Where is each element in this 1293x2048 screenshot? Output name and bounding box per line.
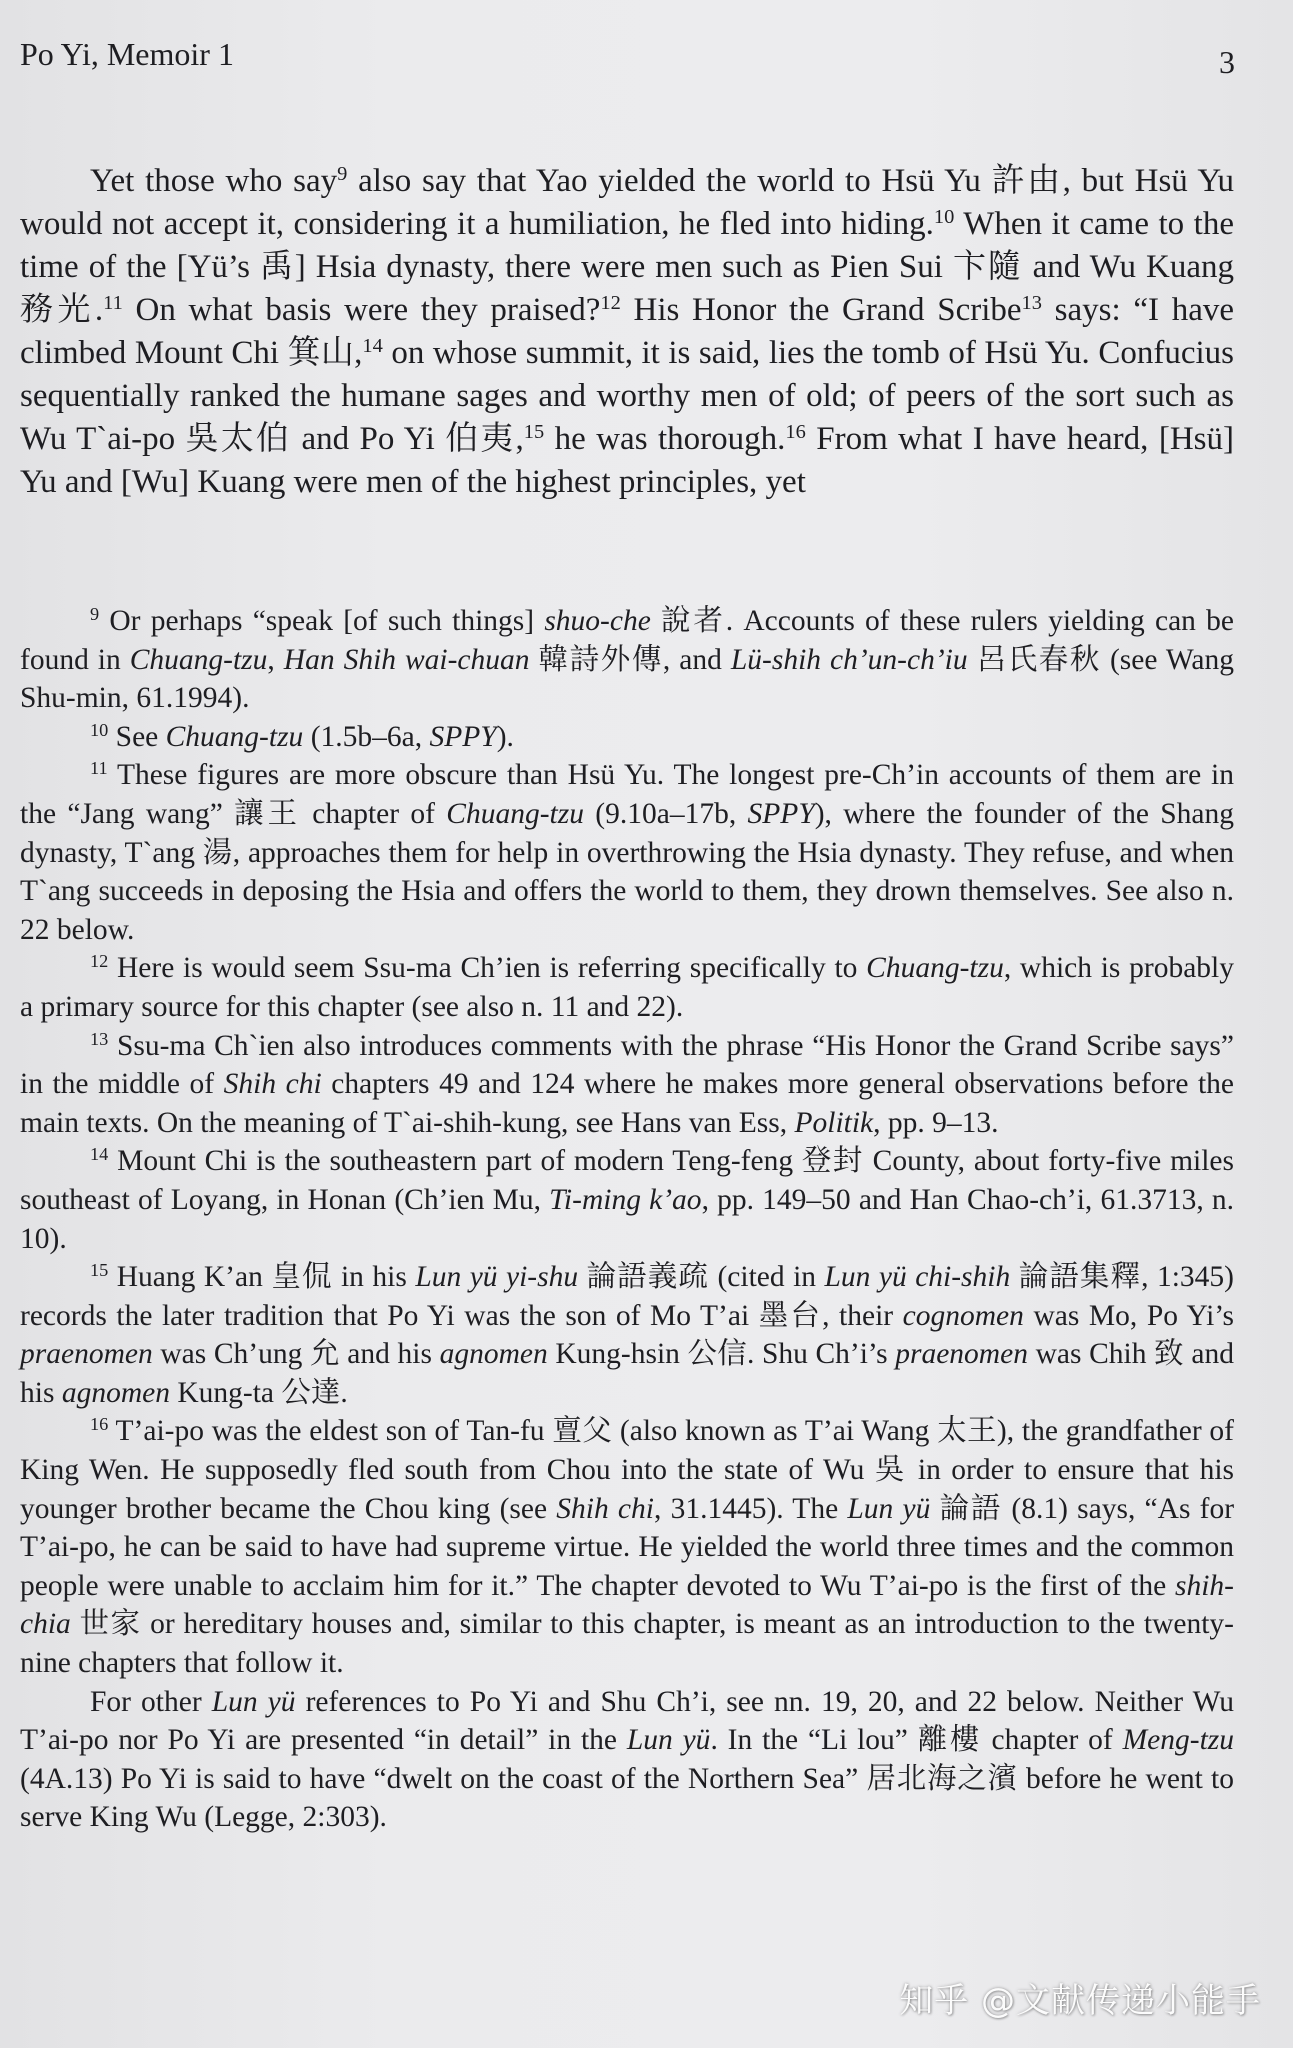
footnote-ref[interactable]: 13 — [1021, 291, 1042, 314]
footnote-ref[interactable]: 16 — [785, 420, 806, 443]
footnote-10: $^{10}$ See Chuang-tzu (1.5b–6a, SPPY). — [90, 719, 514, 753]
page-number: 3 — [1219, 44, 1235, 80]
main-paragraph: Yet those who say$^9$ also say that Yao yielded the world to Hsü Yu 許由, but Hsü Yu would not accept it, considering it a humiliation, he fled into hiding.$^{10}$ When it came to the time of the [Yü’s 禹] Hsia dynasty, there were men such as Pien Sui 卞隨 and Wu Kuang 務光.$^{11}$ On what basis were they praised?$^{12}$ His Honor the Grand Scribe$^{13}$ says: “I have climbed Mount Chi 箕山,$^{14}$ on whose summit, it is said, lies the tomb of Hsü Yu. Confucius sequentially ranked the humane sages and worthy men of old; of peers of the sort such as Wu T`ai-po 吳太伯 and Po Yi 伯夷,$^{15}$ he was thorough.$^{16}$ From what I have heard, [Hsü] Yu and [Wu] Kuang were men of the highest principles, yet — [20, 162, 1234, 500]
footnote-ref[interactable]: 9 — [337, 162, 348, 185]
footnote-ref[interactable]: 14 — [362, 334, 383, 357]
page-header — [20, 36, 1235, 80]
footnote-12: $^{12}$ Here is would seem Ssu-ma Ch’ien is referring specifically to Chuang-tzu, which is probably a primary source for this chapter (see also n. 11 and 22). — [20, 951, 1235, 1023]
footnote-ref[interactable]: 15 — [523, 420, 545, 443]
footnote-16: $^{16}$ T’ai-po was the eldest son of Tan-fu 亶父 (also known as T’ai Wang 太王), the grandfather of King Wen. He supposedly fled south from Chou into the state of Wu 吳 in order to ensure that his younger brother became the Chou king (see Shih chi, 31.1445). The Lun yü 論語 (8.1) says, “As for T’ai-po, he can be said to have had supreme virtue. He yielded the world three times and the common people were unable to acclaim him for it.” The chapter devoted to Wu T’ai-po is the first of the shih-chia 世家 or hereditary houses and, similar to this chapter, is meant as an introduction to the twenty-nine chapters that follow it. — [20, 1414, 1235, 1680]
footnote-ref[interactable]: 12 — [600, 291, 621, 314]
footnote-14: $^{14}$ Mount Chi is the southeastern part of modern Teng-feng 登封 County, about forty-five miles southeast of Loyang, in Honan (Ch’ien Mu, Ti-ming k’ao, pp. 149–50 and Han Chao-ch’i, 61.3713, n. 10). — [20, 1144, 1234, 1255]
footnote-16-continued: For other Lun yü references to Po Yi and Shu Ch’i, see nn. 19, 20, and 22 below. Neither Wu T’ai-po nor Po Yi are presented “in detail” in the Lun yü. In the “Li lou” 離樓 chapter of Meng-tzu (4A.13) Po Yi is said to have “dwelt on the coast of the Northern Sea” 居北海之濱 before he went to serve King Wu (Legge, 2:303). — [20, 1685, 1235, 1834]
footnote-9: $^9$ Or perhaps “speak [of such things] shuo-che 說者. Accounts of these rulers yielding can be found in Chuang-tzu, Han Shih wai-chuan 韓詩外傳, and Lü-shih ch’un-ch’iu 呂氏春秋 (see Wang Shu-min, 61.1994). — [20, 603, 1235, 715]
footnote-15: $^{15}$ Huang K’an 皇侃 in his Lun yü yi-shu 論語義疏 (cited in Lun yü chi-shih 論語集釋, 1:345) records the later tradition that Po Yi was the son of Mo T’ai 墨台, their cognomen was Mo, Po Yi’s praenomen was Ch’ung 允 and his agnomen Kung-hsin 公信. Shu Ch’i’s praenomen was Chih 致 and his agnomen Kung-ta 公達. — [20, 1260, 1235, 1409]
zhihu-watermark: 知乎 @文献传递小能手 — [899, 1981, 1261, 2021]
main-text — [20, 160, 1234, 504]
footnote-ref[interactable]: 11 — [103, 291, 123, 314]
footnote-ref[interactable]: 10 — [933, 205, 955, 228]
footnotes — [20, 602, 1234, 1837]
footnote-11: $^{11}$ These figures are more obscure than Hsü Yu. The longest pre-Ch’in accounts of them are in the “Jang wang” 讓王 chapter of Chuang-tzu (9.10a–17b, SPPY), where the founder of the Shang dynasty, T`ang 湯, approaches them for help in overthrowing the Hsia dynasty. They refuse, and when T`ang succeeds in deposing the Hsia and offers the world to them, they drown themselves. See also n. 22 below. — [20, 758, 1234, 946]
running-head: Po Yi, Memoir 1 — [20, 36, 234, 72]
footnote-13: $^{13}$ Ssu-ma Ch`ien also introduces comments with the phrase “His Honor the Grand Scribe says” in the middle of Shih chi chapters 49 and 124 where he makes more general observations before the main texts. On the meaning of T`ai-shih-kung, see Hans van Ess, Politik, pp. 9–13. — [20, 1028, 1234, 1139]
